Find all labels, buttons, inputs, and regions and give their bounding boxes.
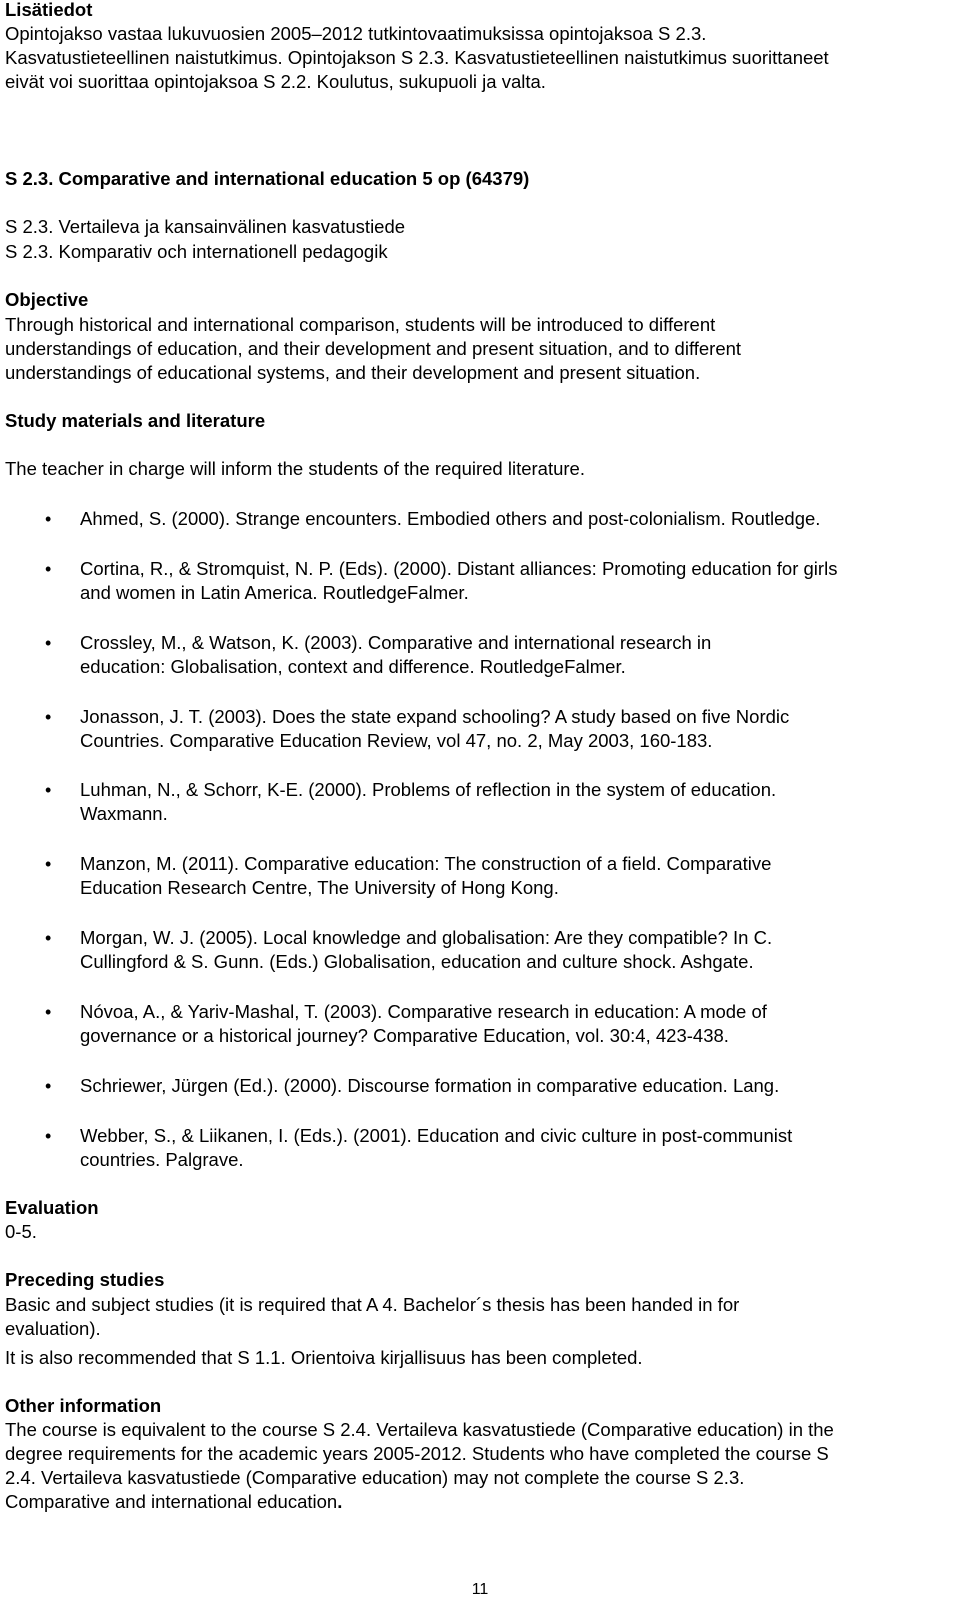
other-line: degree requirements for the academic years 2005-2012. Students who have completed the course S: [5, 1443, 829, 1464]
objective-heading: Objective: [5, 289, 89, 310]
other-heading: Other information: [5, 1395, 162, 1416]
lisatiedot-line: Kasvatustieteellinen naistutkimus. Opintojakson S 2.3. Kasvatustieteellinen naistutkimus suorittaneet: [5, 47, 829, 68]
preceding-line: It is also recommended that S 1.1. Orientoiva kirjallisuus has been completed.: [5, 1347, 643, 1368]
literature-item-line: countries. Palgrave.: [80, 1149, 244, 1170]
objective-line: understandings of educational systems, and their development and present situation.: [5, 362, 701, 383]
literature-item-line: education: Globalisation, context and difference. RoutledgeFalmer.: [80, 656, 626, 677]
literature-item-line: Crossley, M., & Watson, K. (2003). Comparative and international research in: [80, 632, 712, 653]
evaluation-heading: Evaluation: [5, 1197, 99, 1218]
page-number: 11: [471, 1581, 489, 1598]
literature-item-line: Countries. Comparative Education Review, vol 47, no. 2, May 2003, 160-183.: [80, 730, 713, 751]
other-line-last: [5, 1490, 342, 1514]
literature-item-line: Morgan, W. J. (2005). Local knowledge and globalisation: Are they compatible? In C.: [80, 927, 773, 948]
objective-line: Through historical and international comparison, students will be introduced to different: [5, 314, 716, 335]
lisatiedot-line: eivät voi suorittaa opintojaksoa S 2.2. Koulutus, sukupuoli ja valta.: [5, 71, 546, 92]
bullet-icon: •: [45, 928, 52, 948]
preceding-heading: Preceding studies: [5, 1269, 165, 1290]
bullet-icon: •: [45, 509, 52, 529]
literature-heading: Study materials and literature: [5, 410, 266, 431]
literature-item-line: Nóvoa, A., & Yariv-Mashal, T. (2003). Comparative research in education: A mode of: [80, 1001, 767, 1022]
literature-item-line: Schriewer, Jürgen (Ed.). (2000). Discourse formation in comparative education. Lang.: [80, 1075, 780, 1096]
literature-item-line: Manzon, M. (2011). Comparative education: The construction of a field. Comparative: [80, 853, 772, 874]
literature-item-line: Webber, S., & Liikanen, I. (Eds.). (2001). Education and civic culture in post-communist: [80, 1125, 793, 1146]
preceding-line: evaluation).: [5, 1318, 101, 1339]
bullet-icon: •: [45, 1076, 52, 1096]
literature-item-line: Jonasson, J. T. (2003). Does the state expand schooling? A study based on five Nordic: [80, 706, 790, 727]
literature-item-line: and women in Latin America. RoutledgeFalmer.: [80, 582, 469, 603]
lisatiedot-line: Opintojakso vastaa lukuvuosien 2005–2012 tutkintovaatimuksissa opintojaksoa S 2.3.: [5, 23, 707, 44]
objective-line: understandings of education, and their development and present situation, and to different: [5, 338, 742, 359]
bullet-icon: •: [45, 1126, 52, 1146]
literature-item-line: Education Research Centre, The University of Hong Kong.: [80, 877, 559, 898]
bullet-icon: •: [45, 1002, 52, 1022]
bullet-icon: •: [45, 780, 52, 800]
other-line: The course is equivalent to the course S 2.4. Vertaileva kasvatustiede (Comparative education) in the: [5, 1419, 834, 1440]
literature-item-line: Waxmann.: [80, 803, 168, 824]
bullet-icon: •: [45, 633, 52, 653]
bullet-icon: •: [45, 559, 52, 579]
bullet-icon: •: [45, 854, 52, 874]
preceding-line: Basic and subject studies (it is required that A 4. Bachelor´s thesis has been handed in for: [5, 1294, 740, 1315]
other-line: 2.4. Vertaileva kasvatustiede (Comparative education) may not complete the course S 2.3.: [5, 1467, 745, 1488]
course-alt-name: S 2.3. Komparativ och internationell pedagogik: [5, 241, 388, 262]
course-alt-name: S 2.3. Vertaileva ja kansainvälinen kasvatustiede: [5, 216, 406, 237]
literature-item-line: Cortina, R., & Stromquist, N. P. (Eds). (2000). Distant alliances: Promoting education for girls: [80, 558, 838, 579]
literature-intro: The teacher in charge will inform the students of the required literature.: [5, 458, 585, 479]
other-end-mark: .: [337, 1491, 343, 1512]
other-line: Comparative and international education: [5, 1491, 338, 1512]
literature-item-line: Ahmed, S. (2000). Strange encounters. Embodied others and post-colonialism. Routledge.: [80, 508, 821, 529]
literature-item-line: Luhman, N., & Schorr, K-E. (2000). Problems of reflection in the system of education.: [80, 779, 777, 800]
lisatiedot-heading: Lisätiedot: [5, 0, 93, 20]
literature-item-line: governance or a historical journey? Comparative Education, vol. 30:4, 423-438.: [80, 1025, 729, 1046]
course-title: S 2.3. Comparative and international education 5 op (64379): [5, 168, 530, 189]
evaluation-text: 0-5.: [5, 1221, 37, 1242]
bullet-icon: •: [45, 707, 52, 727]
literature-item-line: Cullingford & S. Gunn. (Eds.) Globalisation, education and culture shock. Ashgate.: [80, 951, 754, 972]
